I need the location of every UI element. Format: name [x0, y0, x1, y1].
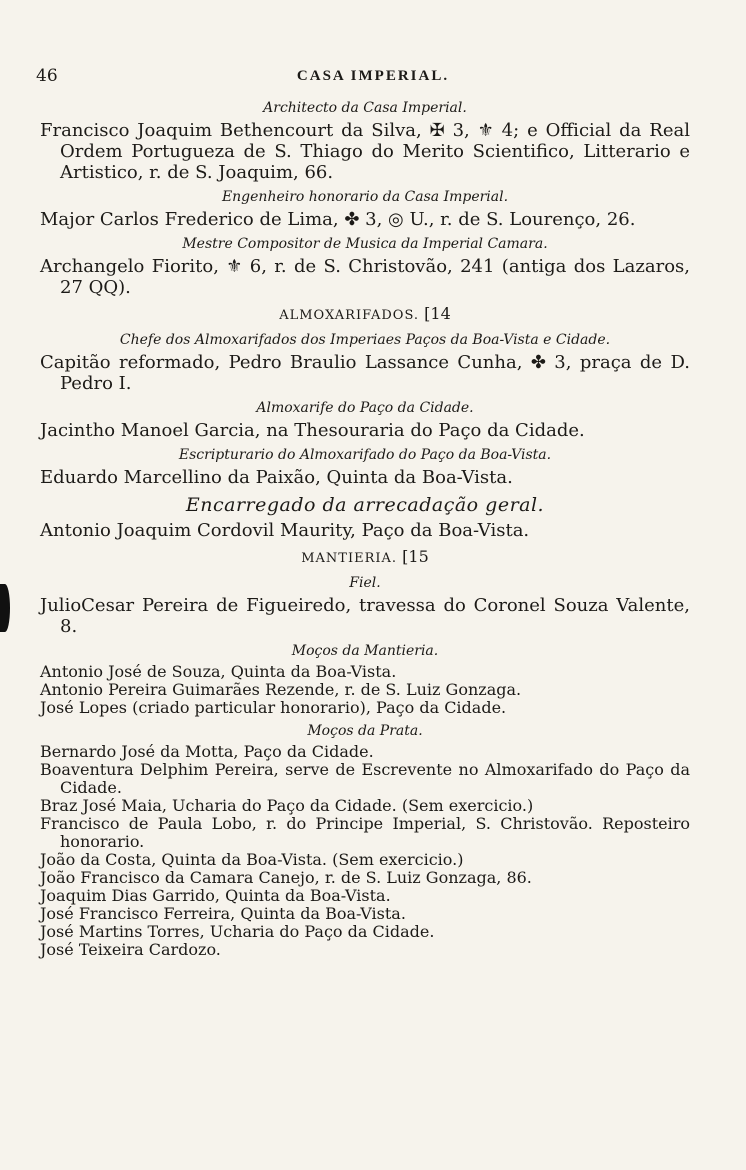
- page-edge-mark: [0, 584, 10, 632]
- section-heading: Fiel.: [349, 575, 381, 591]
- section-heading: Moços da Mantieria.: [291, 643, 439, 659]
- list-item: José Martins Torres, Ucharia do Paço da Cidade.: [40, 922, 435, 941]
- section-heading: Engenheiro honorario da Casa Imperial.: [221, 189, 509, 205]
- list-item: JulioCesar Pereira de Figueiredo, travessa do Coronel Souza Valente, 8.: [40, 595, 690, 637]
- list-item: Boaventura Delphim Pereira, serve de Escrevente no Almoxarifado do Paço da Cidade.: [40, 760, 690, 797]
- list-item: Antonio Pereira Guimarães Rezende, r. de S. Luiz Gonzaga.: [40, 680, 522, 699]
- entry-list: [40, 209, 690, 230]
- entry-list: [40, 467, 690, 488]
- list-item: Archangelo Fiorito, ⚜ 6, r. de S. Christovão, 241 (antiga dos Lazaros, 27 QQ).: [40, 256, 690, 298]
- section-heading: Moços da Prata.: [307, 723, 423, 739]
- department-number: [15: [402, 547, 429, 566]
- list-item: Antonio Joaquim Cordovil Maurity, Paço da Boa-Vista.: [40, 520, 530, 541]
- section-heading: Mestre Compositor de Musica da Imperial Camara.: [182, 236, 548, 252]
- list-item: Braz José Maia, Ucharia do Paço da Cidade. (Sem exercicio.): [40, 796, 534, 815]
- section-heading: Almoxarife do Paço da Cidade.: [256, 400, 474, 416]
- list-item: Jacintho Manoel Garcia, na Thesouraria do Paço da Cidade.: [40, 420, 585, 441]
- entry-list: [40, 595, 690, 637]
- section-heading: Escripturario do Almoxarifado do Paço da Boa-Vista.: [178, 447, 552, 463]
- entry-list: [40, 120, 690, 183]
- list-item: José Francisco Ferreira, Quinta da Boa-Vista.: [40, 904, 406, 923]
- list-item: Major Carlos Frederico de Lima, ✤ 3, ◎ U., r. de S. Lourenço, 26.: [40, 209, 636, 230]
- section-heading: Chefe dos Almoxarifados dos Imperiaes Paços da Boa-Vista e Cidade.: [119, 332, 611, 348]
- page-header: [0, 66, 746, 90]
- entry-list: [40, 520, 690, 541]
- section-heading: Architecto da Casa Imperial.: [263, 100, 467, 116]
- list-item: Joaquim Dias Garrido, Quinta da Boa-Vista.: [40, 886, 391, 905]
- page-number: 46: [36, 66, 58, 86]
- running-title: CASA IMPERIAL.: [296, 68, 450, 84]
- list-item: Capitão reformado, Pedro Braulio Lassance Cunha, ✤ 3, praça de D. Pedro I.: [40, 352, 690, 394]
- page-body: [40, 94, 690, 959]
- list-item: João da Costa, Quinta da Boa-Vista. (Sem exercicio.): [40, 850, 464, 869]
- list-item: Antonio José de Souza, Quinta da Boa-Vista.: [40, 662, 397, 681]
- entry-list: [40, 256, 690, 298]
- list-item: Eduardo Marcellino da Paixão, Quinta da Boa-Vista.: [40, 467, 513, 488]
- list-item: José Teixeira Cardozo.: [40, 940, 221, 959]
- department-title: MANTIERIA.: [301, 551, 398, 566]
- entry-list: [40, 663, 690, 717]
- entry-list: [40, 352, 690, 394]
- list-item: Francisco de Paula Lobo, r. do Principe Imperial, S. Christovão. Reposteiro honorario.: [40, 814, 690, 851]
- entry-list: [40, 743, 690, 959]
- list-item: José Lopes (criado particular honorario), Paço da Cidade.: [40, 698, 507, 717]
- list-item: João Francisco da Camara Canejo, r. de S. Luiz Gonzaga, 86.: [40, 868, 532, 887]
- department-heading: [40, 304, 690, 326]
- list-item: Bernardo José da Motta, Paço da Cidade.: [40, 742, 374, 761]
- list-item: Francisco Joaquim Bethencourt da Silva, ✠ 3, ⚜ 4; e Official da Real Ordem Portugueza de S. Thiago do Merito Scientifico, Litterario e Artistico, r. de S. Joaquim, 66.: [40, 120, 690, 183]
- entry-list: [40, 420, 690, 441]
- section-heading-script: Encarregado da arrecadação geral.: [185, 494, 545, 516]
- department-heading: [40, 547, 690, 569]
- department-title: ALMOXARIFADOS.: [279, 308, 420, 323]
- department-number: [14: [424, 304, 451, 323]
